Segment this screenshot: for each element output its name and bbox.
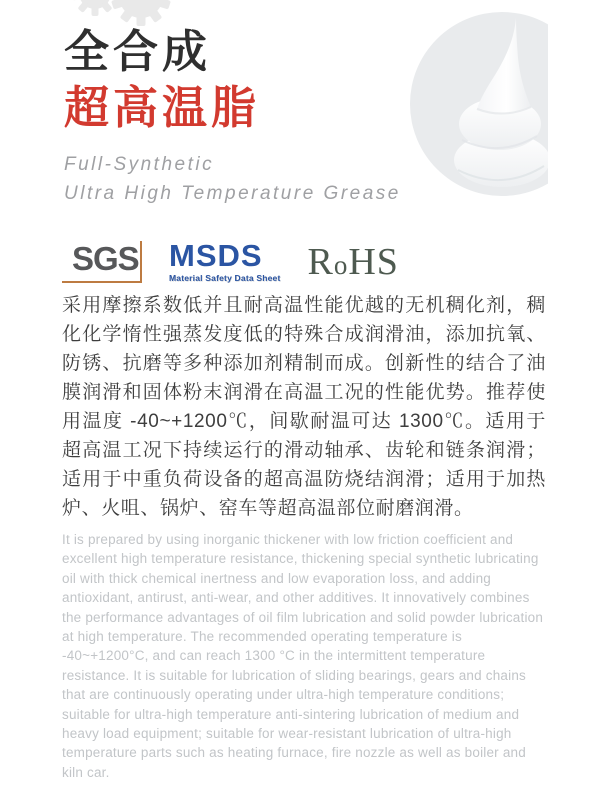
description-english: It is prepared by using inorganic thickener with low friction coefficient and excellent high temperature resistance, thickening special synthetic lubricating oil with thick chemical inertness and low evaporation loss, and adding antioxidant, antirust, anti-wear, and other additives. It innovatively combines the performance advantages of oil film lubrication and solid powder lubrication at high temperature. The recommended operating temperature is -40~+1200°C, and can reach 1300 °C in the intermittent temperature resistance. It is suitable for lubrication of sliding bearings, gears and chains that are continuously operating under ultra-high temperature conditions; suitable for ultra-high temperature anti-sintering lubrication of medium and heavy load equipment; suitable for wear-resistant lubrication of ultra-high temperature parts such as heating furnace, fire nozzle as well as boiler and kiln car. bbox=[62, 532, 544, 780]
product-title-en bbox=[64, 150, 401, 208]
sgs-vertical-rule bbox=[140, 241, 142, 283]
rohs-letters-hs: HS bbox=[348, 241, 399, 283]
rohs-letter-r: R bbox=[307, 241, 334, 283]
msds-logo-subtext: Material Safety Data Sheet bbox=[169, 273, 281, 283]
product-title-zh-line2: 超高温脂 bbox=[64, 82, 261, 133]
rohs-logo bbox=[308, 241, 399, 286]
product-title-en-line2: Ultra High Temperature Grease bbox=[64, 183, 401, 204]
certification-logos bbox=[62, 240, 399, 286]
msds-logo-text: MSDS bbox=[169, 238, 263, 273]
rohs-letter-o: o bbox=[333, 250, 349, 280]
sgs-underline bbox=[62, 281, 142, 283]
msds-logo bbox=[169, 240, 281, 283]
header bbox=[64, 24, 401, 208]
product-photo bbox=[410, 12, 548, 198]
product-title-zh-line1: 全合成 bbox=[64, 26, 212, 77]
sgs-logo bbox=[62, 240, 142, 286]
grease-dollop-image bbox=[410, 12, 548, 198]
description-chinese: 采用摩擦系数低并且耐高温性能优越的无机稠化剂，稠化化学惰性强蒸发度低的特殊合成润滑油，添加抗氧、防锈、抗磨等多种添加剂精制而成。创新性的结合了油膜润滑和固体粉末润滑在高温工况的性能优势。推荐使用温度 -40~+1200℃，间歇耐温可达 1300℃。适用于超高温工况下持续运行的滑动轴承、齿轮和链条润滑；适用于中重负荷设备的超高温防烧结润滑；适用于加热炉、火咀、锅炉、窑车等超高温部位耐磨润滑。 bbox=[62, 295, 546, 519]
sgs-logo-text: SGS bbox=[72, 240, 139, 277]
product-title-en-line1: Full-Synthetic bbox=[64, 154, 215, 175]
